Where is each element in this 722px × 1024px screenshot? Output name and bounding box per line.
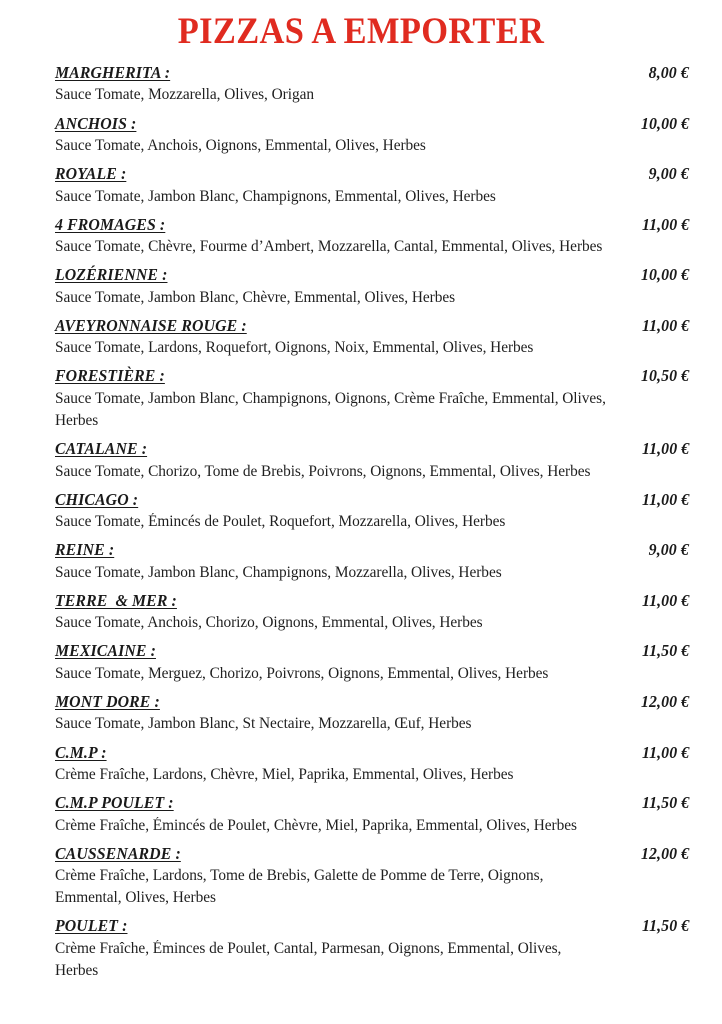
menu-item-header xyxy=(55,915,689,936)
menu-item-header xyxy=(55,113,689,134)
menu-item-header xyxy=(55,843,689,864)
menu-item-price: 11,00 € xyxy=(641,742,689,762)
menu-item-description: Sauce Tomate, Jambon Blanc, Champignons, Oignons, Crème Fraîche, Emmental, Olives, Herbes xyxy=(55,389,606,429)
menu-item[interactable] xyxy=(55,113,689,158)
menu-item-header xyxy=(55,264,689,285)
menu-item[interactable] xyxy=(55,792,689,837)
menu-item-header xyxy=(55,640,689,661)
menu-item-header xyxy=(55,163,689,184)
menu-item-header xyxy=(55,315,689,336)
menu-item-price: 12,00 € xyxy=(640,692,689,712)
menu-item[interactable] xyxy=(55,539,689,584)
menu-item[interactable] xyxy=(55,640,689,685)
menu-item-name: MARGHERITA : xyxy=(55,62,171,82)
menu-item[interactable] xyxy=(55,214,689,259)
menu-item-price: 11,00 € xyxy=(641,315,689,335)
menu-item-name: C.M.P POULET : xyxy=(55,793,174,813)
menu-item-name: ANCHOIS : xyxy=(55,113,137,133)
menu-item-price: 10,00 € xyxy=(640,265,689,285)
menu-item[interactable] xyxy=(55,365,689,432)
menu-item[interactable] xyxy=(55,742,689,787)
menu-item-description: Sauce Tomate, Jambon Blanc, Champignons, Emmental, Olives, Herbes xyxy=(55,187,496,205)
menu-item-list xyxy=(0,52,722,982)
menu-item-name: CHICAGO : xyxy=(55,489,139,509)
menu-item-price: 11,00 € xyxy=(641,489,689,509)
menu-item-name: 4 FROMAGES : xyxy=(55,214,166,234)
menu-item-description: Sauce Tomate, Chèvre, Fourme d’Ambert, Mozzarella, Cantal, Emmental, Olives, Herbes xyxy=(55,238,603,256)
menu-item-header xyxy=(55,691,689,712)
menu-item-description: Sauce Tomate, Anchois, Chorizo, Oignons, Emmental, Olives, Herbes xyxy=(55,614,483,632)
menu-item-description: Sauce Tomate, Anchois, Oignons, Emmental, Olives, Herbes xyxy=(55,136,426,154)
menu-item[interactable] xyxy=(55,691,689,736)
menu-item-description: Sauce Tomate, Chorizo, Tome de Brebis, Poivrons, Oignons, Emmental, Olives, Herbes xyxy=(55,462,591,480)
menu-item-price: 11,00 € xyxy=(641,214,689,234)
menu-item[interactable] xyxy=(55,843,689,910)
menu-item[interactable] xyxy=(55,489,689,534)
menu-item-price: 10,50 € xyxy=(640,366,689,386)
menu-item-header xyxy=(55,539,689,560)
menu-item-header xyxy=(55,62,689,83)
menu-item-description: Sauce Tomate, Jambon Blanc, Champignons, Mozzarella, Olives, Herbes xyxy=(55,563,502,581)
menu-item-description: Sauce Tomate, Émincés de Poulet, Roquefort, Mozzarella, Olives, Herbes xyxy=(55,513,506,531)
menu-item-description: Crème Fraîche, Lardons, Chèvre, Miel, Paprika, Emmental, Olives, Herbes xyxy=(55,766,514,784)
menu-item[interactable] xyxy=(55,315,689,360)
menu-item-price: 10,00 € xyxy=(640,113,689,133)
menu-item[interactable] xyxy=(55,62,689,107)
menu-item-header xyxy=(55,214,689,235)
menu-item-header xyxy=(55,590,689,611)
menu-item-name: MEXICAINE : xyxy=(55,641,156,661)
menu-item-description: Sauce Tomate, Jambon Blanc, Chèvre, Emmental, Olives, Herbes xyxy=(55,288,456,306)
menu-item-price: 11,50 € xyxy=(641,916,689,936)
menu-item[interactable] xyxy=(55,438,689,483)
menu-item-header xyxy=(55,489,689,510)
menu-item[interactable] xyxy=(55,590,689,635)
menu-item-name: CATALANE : xyxy=(55,439,148,459)
menu-item-description: Sauce Tomate, Merguez, Chorizo, Poivrons, Oignons, Emmental, Olives, Herbes xyxy=(55,664,549,682)
menu-item[interactable] xyxy=(55,915,689,982)
menu-item-name: ROYALE : xyxy=(55,164,127,184)
menu-item-name: AVEYRONNAISE ROUGE : xyxy=(55,315,247,335)
menu-item-header xyxy=(55,365,689,386)
menu-item-description: Sauce Tomate, Jambon Blanc, St Nectaire, Mozzarella, Œuf, Herbes xyxy=(55,715,472,733)
menu-item-price: 11,50 € xyxy=(641,793,689,813)
menu-item-price: 11,50 € xyxy=(641,641,689,661)
menu-item-description: Sauce Tomate, Mozzarella, Olives, Origan xyxy=(55,86,314,104)
menu-item-price: 11,00 € xyxy=(641,439,689,459)
menu-item-header xyxy=(55,742,689,763)
menu-item-header xyxy=(55,792,689,813)
page-title: PIZZAS A EMPORTER xyxy=(177,11,545,52)
menu-item-description: Sauce Tomate, Lardons, Roquefort, Oignons, Noix, Emmental, Olives, Herbes xyxy=(55,339,534,357)
menu-item-name: MONT DORE : xyxy=(55,692,160,712)
menu-item-price: 9,00 € xyxy=(648,540,689,560)
menu-item-name: CAUSSENARDE : xyxy=(55,843,181,863)
menu-item-name: REINE : xyxy=(55,540,115,560)
menu-item-price: 11,00 € xyxy=(641,590,689,610)
menu-item-name: TERRE & MER : xyxy=(55,590,177,610)
menu-item-price: 9,00 € xyxy=(648,164,689,184)
menu-item[interactable] xyxy=(55,163,689,208)
menu-item-description: Crème Fraîche, Lardons, Tome de Brebis, Galette de Pomme de Terre, Oignons, Emmental, Olives, Herbes xyxy=(55,867,544,907)
menu-item-name: FORESTIÈRE : xyxy=(55,366,165,386)
menu-item-description: Crème Fraîche, Émincés de Poulet, Chèvre, Miel, Paprika, Emmental, Olives, Herbes xyxy=(55,816,577,834)
menu-item-name: C.M.P : xyxy=(55,742,107,762)
menu-item-name: POULET : xyxy=(55,916,128,936)
menu-item-name: LOZÉRIENNE : xyxy=(55,265,168,285)
menu-item-price: 8,00 € xyxy=(648,62,689,82)
menu-item-description: Crème Fraîche, Éminces de Poulet, Cantal, Parmesan, Oignons, Emmental, Olives, Herbes xyxy=(55,939,562,980)
menu-item-header xyxy=(55,438,689,459)
menu-item[interactable] xyxy=(55,264,689,309)
menu-item-price: 12,00 € xyxy=(640,843,689,863)
